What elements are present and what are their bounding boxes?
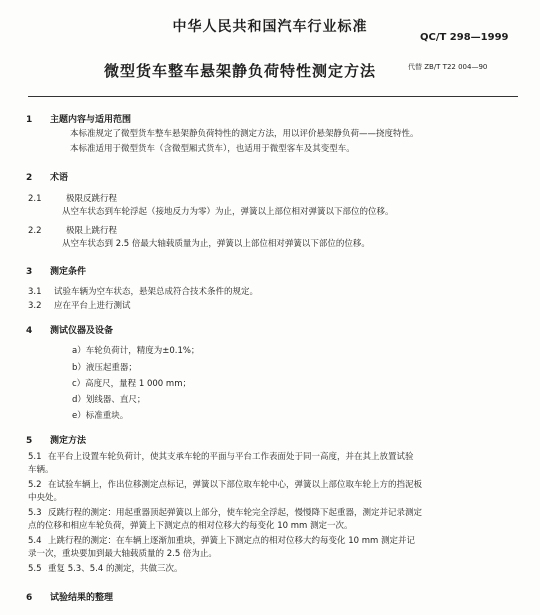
section-3-heading: 3 测定条件 — [26, 267, 87, 277]
replaces-note: 代替 ZB/T T22 004—90 — [408, 63, 488, 71]
equipment-item-d: d）划线器、直尺； — [72, 395, 146, 405]
header-divider — [28, 96, 518, 97]
term-2-2-heading: 2.2 极限上跳行程 — [28, 226, 118, 236]
section-1-paragraph-2: 本标准适用于微型货车（含微型厢式货车），也适用于微型客车及其变型车。 — [70, 144, 355, 154]
standard-number: QC/T 298—1999 — [420, 32, 509, 43]
condition-3-2: 3.2 应在平台上进行测试 — [28, 301, 131, 311]
method-5-3: 5.3 反跳行程的测定：用起重器顶起弹簧以上部分，使车轮完全浮起，慢慢降下起重器，测定并记录测定 点的位移和相应车轮负荷，弹簧上下测定点的相对位移大约每变化 10 mm 测定一次。 — [28, 508, 423, 531]
section-6-heading: 6 试验结果的整理 — [26, 593, 114, 603]
section-4-heading: 4 测试仪器及设备 — [26, 326, 114, 336]
document-title: 微型货车整车悬架静负荷特性测定方法 — [103, 62, 376, 80]
term-2-2-definition: 从空车状态到 2.5 倍最大轴载质量为止，弹簧以上部位相对弹簧以下部位的位移。 — [62, 239, 370, 249]
method-5-5: 5.5 重复 5.3、5.4 的测定，共做三次。 — [28, 564, 183, 574]
term-2-1-heading: 2.1 极限反跳行程 — [28, 194, 118, 204]
equipment-item-c: c）高度尺，量程 1 000 mm； — [72, 379, 191, 389]
condition-3-1: 3.1 试验车辆为空车状态，悬架总成符合技术条件的规定。 — [28, 287, 259, 297]
term-2-1-definition: 从空车状态到车轮浮起（接地反力为零）为止，弹簧以上部位相对弹簧以下部位的位移。 — [62, 207, 394, 217]
method-5-1: 5.1 在平台上设置车轮负荷计，使其支承车轮的平面与平台工作表面处于同一高度，并在其上放置试验 车辆。 — [28, 452, 414, 475]
section-5-heading: 5 测定方法 — [26, 436, 87, 446]
method-5-2: 5.2 在试验车辆上，作出位移测定点标记，弹簧以下部位取车轮中心，弹簧以上部位取车轮上方的挡泥板 中央处。 — [28, 480, 423, 503]
section-1-heading: 1 主题内容与适用范围 — [26, 115, 132, 125]
equipment-item-b: b）液压起重器； — [72, 363, 137, 373]
section-1-paragraph-1: 本标准规定了微型货车整车悬架静负荷特性的测定方法，用以评价悬架静负荷——挠度特性。 — [70, 129, 419, 139]
method-5-4: 5.4 上跳行程的测定：在车辆上逐渐加重块，弹簧上下测定点的相对位移大约每变化 10 mm 测定并记 录一次，重块要加到最大轴载质量的 2.5 倍为止。 — [28, 536, 415, 559]
equipment-item-e: e）标准重块。 — [72, 411, 129, 421]
equipment-item-a: a）车轮负荷计，精度为±0.1%； — [72, 346, 200, 356]
section-2-heading: 2 术语 — [26, 173, 69, 183]
org-title: 中华人民共和国汽车行业标准 — [172, 19, 368, 35]
